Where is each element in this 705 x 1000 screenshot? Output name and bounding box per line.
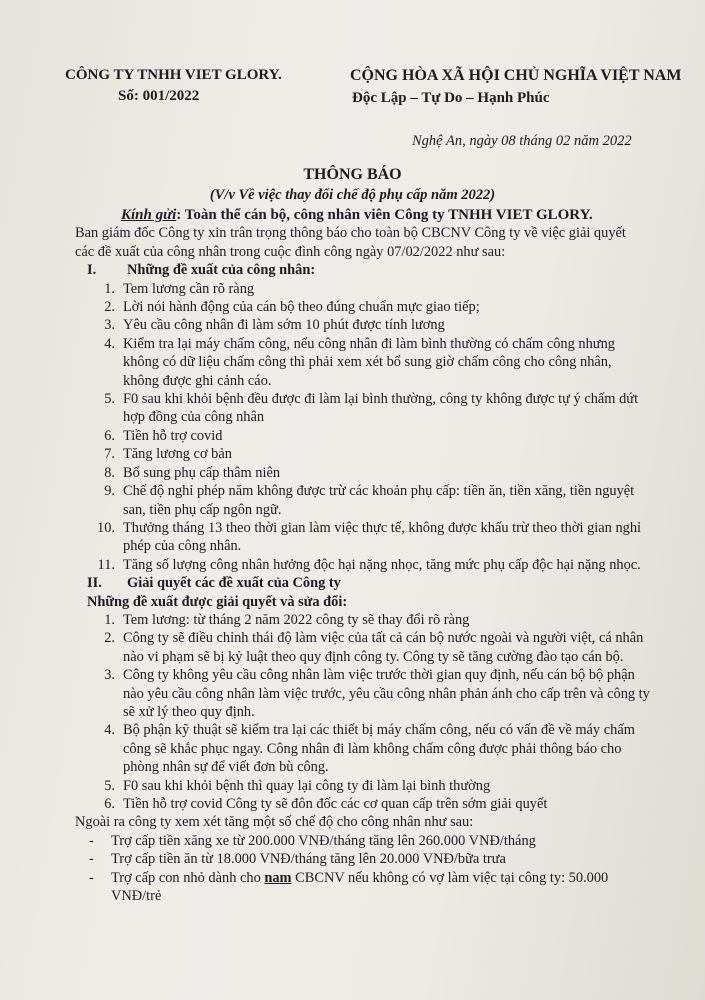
benefit-text — [111, 869, 608, 887]
item-text: Bổ sung phụ cấp thâm niên — [123, 464, 281, 481]
list-item-continuation — [83, 372, 683, 390]
list-item-continuation — [83, 685, 683, 703]
item-text: Tăng số lượng công nhân hưởng độc hại nặng nhọc, tăng mức phụ cấp độc hại nặng nhọc. — [123, 556, 641, 573]
item-number: 8. — [104, 464, 115, 481]
item-number: 6. — [104, 796, 115, 812]
list-item-continuation — [83, 408, 683, 426]
item-text: không được ghi cảnh cáo. — [123, 372, 272, 389]
dash-marker: - — [89, 851, 94, 868]
dash-spacer — [89, 887, 111, 905]
item-number — [83, 501, 123, 519]
item-number — [83, 703, 123, 721]
national-title: CỘNG HÒA XÃ HỘI CHỦ NGHĨA VIỆT NAM — [350, 67, 682, 84]
benefit-text-part: CBCNV nếu không có vợ làm việc tại công ty: 50.000 — [291, 869, 609, 886]
section-1-heading — [83, 261, 683, 279]
list-item — [83, 721, 683, 739]
item-text: Tiền hỗ trợ covid — [123, 427, 223, 444]
list-item — [83, 464, 683, 482]
item-number: 5. — [104, 391, 115, 408]
item-number: 6. — [104, 427, 115, 444]
item-number: 2. — [104, 630, 115, 647]
section-2-title: Giải quyết các đề xuất của Công ty — [127, 575, 341, 592]
list-item — [83, 611, 683, 629]
intro-line-2: các đề xuất của công nhân trong cuộc đình công ngày 07/02/2022 như sau: — [75, 243, 506, 260]
list-item — [83, 795, 683, 813]
item-number — [83, 758, 123, 776]
list-item-continuation — [83, 353, 683, 371]
list-item — [83, 482, 683, 500]
list-item — [83, 390, 683, 408]
section-2-list — [83, 611, 683, 813]
item-number: 4. — [104, 722, 115, 739]
item-text: F0 sau khi khỏi bệnh đều được đi làm lại bình thường, công ty không được tự ý chấm dứt — [123, 391, 639, 408]
item-text: Tem lương cần rõ ràng — [123, 280, 255, 297]
item-number: 1. — [104, 611, 115, 628]
dash-marker: - — [89, 869, 94, 886]
item-text: không có dữ liệu chấm công thì phải xem xét bổ sung giờ chấm công cho công nhân, — [123, 354, 612, 371]
list-item-continuation — [83, 501, 683, 519]
greeting — [83, 206, 683, 224]
item-text: phép của công nhân. — [123, 538, 242, 555]
item-text: Công ty sẽ điều chỉnh thái độ làm việc của tất cả cán bộ nước ngoài và người việt, cá nhân — [123, 630, 644, 647]
benefit-text-part: Trợ cấp con nhỏ dành cho — [111, 869, 265, 886]
item-number: 5. — [104, 777, 115, 794]
item-number — [83, 685, 123, 703]
item-text: Lời nói hành động của cán bộ theo đúng chuẩn mực giao tiếp; — [123, 299, 480, 316]
item-number: 4. — [104, 335, 115, 352]
item-text: Công ty không yêu cầu công nhân làm việc trước thời gian quy định, nếu cán bộ bộ phận — [123, 667, 635, 684]
intro-line-1: Ban giám đốc Công ty xin trân trọng thông báo cho toàn bộ CBCNV Công ty về việc giải quyết — [75, 225, 626, 242]
item-text: Tiền hỗ trợ covid Công ty sẽ đôn đốc các cơ quan cấp trên sớm giải quyết — [123, 796, 548, 812]
item-text: Tăng lương cơ bản — [123, 446, 232, 463]
item-number: 2. — [104, 299, 115, 316]
item-number: 7. — [104, 446, 115, 463]
item-text: Thưởng tháng 13 theo thời gian làm việc thực tế, không được khấu trừ theo thời gian nghỉ — [123, 519, 642, 536]
benefit-list — [83, 832, 683, 906]
item-number: 1. — [104, 280, 115, 297]
dateline: Nghệ An, ngày 08 tháng 02 năm 2022 — [412, 133, 632, 149]
section-1-list — [83, 280, 683, 575]
item-text: Tem lương: từ tháng 2 năm 2022 công ty sẽ thay đổi rõ ràng — [123, 611, 470, 628]
list-item-continuation — [83, 703, 683, 721]
benefit-text: Trợ cấp tiền xăng xe từ 200.000 VNĐ/tháng tăng lên 260.000 VNĐ/tháng — [111, 832, 536, 849]
item-text: công sẽ khắc phục ngay. Công nhân đi làm không chấm công được phải thông báo cho — [123, 740, 622, 757]
greeting-label: Kính gửi — [121, 207, 177, 223]
benefit-text: VNĐ/trẻ — [111, 888, 162, 905]
item-number — [83, 740, 123, 758]
list-item — [83, 427, 683, 445]
item-text: nào yêu cầu công nhân làm việc trước, yêu cầu công nhân phản ánh cho cấp trên và công ty — [123, 685, 650, 702]
item-number: 10. — [97, 519, 115, 536]
item-text: Yêu cầu công nhân đi làm sớm 10 phút được tính lương — [123, 317, 445, 334]
item-text: nào vi phạm sẽ bị kỷ luật theo quy định công ty. Công ty sẽ tăng cường đào tạo cán bộ. — [123, 648, 624, 665]
item-text: F0 sau khi khỏi bệnh thì quay lại công ty đi làm lại bình thường — [123, 777, 491, 794]
list-item-continuation — [83, 537, 683, 555]
benefit-text: Trợ cấp tiền ăn từ 18.000 VNĐ/tháng tăng lên 20.000 VNĐ/bữa trưa — [111, 851, 506, 868]
benefit-item-continuation — [83, 887, 683, 905]
item-text: Bộ phận kỹ thuật sẽ kiểm tra lại các thiết bị máy chấm công, nếu có vấn đề về máy chấm — [123, 722, 635, 739]
benefit-item — [83, 850, 683, 868]
item-text: sẽ xử lý theo quy định. — [123, 703, 255, 720]
document-body — [75, 206, 683, 905]
item-number — [83, 537, 123, 555]
item-number: 3. — [104, 667, 115, 684]
section-2-numeral: II. — [87, 575, 102, 592]
list-item — [83, 519, 683, 537]
list-item — [83, 335, 683, 353]
list-item-continuation — [83, 758, 683, 776]
item-number: 11. — [97, 556, 115, 573]
item-text: san, tiền phụ cấp ngôn ngữ. — [123, 501, 282, 518]
list-item — [83, 445, 683, 463]
section-1-numeral: I. — [87, 262, 97, 279]
item-number — [83, 353, 123, 371]
greeting-text: : Toàn thể cán bộ, công nhân viên Công ty TNHH VIET GLORY. — [176, 207, 593, 223]
item-number: 3. — [104, 317, 115, 334]
list-item — [83, 666, 683, 684]
list-item-continuation — [83, 648, 683, 666]
company-name: CÔNG TY TNHH VIET GLORY. — [65, 67, 282, 83]
list-item — [83, 316, 683, 334]
item-text: hợp đồng của công nhân — [123, 409, 265, 426]
list-item-continuation — [83, 740, 683, 758]
benefit-item — [83, 832, 683, 850]
document-subtitle: (V/v Về việc thay đổi chế độ phụ cấp năm 2022) — [209, 187, 496, 203]
item-text: Kiểm tra lại máy chấm công, nếu công nhân đi làm bình thường có chấm công nhưng — [123, 335, 615, 352]
section-2-subtitle: Những đề xuất được giải quyết và sửa đổi: — [87, 593, 348, 610]
list-item — [83, 777, 683, 795]
list-item — [83, 280, 683, 298]
item-number — [83, 648, 123, 666]
item-text: Chế độ nghỉ phép năm không được trừ các khoản phụ cấp: tiền ăn, tiền xăng, tiền nguyệt — [123, 483, 635, 500]
section-2-heading — [83, 574, 683, 592]
item-number — [83, 372, 123, 390]
section-1-title: Những đề xuất của công nhân: — [127, 262, 316, 279]
list-item — [83, 556, 683, 574]
list-item — [83, 298, 683, 316]
national-motto: Độc Lập – Tự Do – Hạnh Phúc — [352, 90, 550, 106]
document-number: Số: 001/2022 — [118, 88, 200, 104]
document-title: THÔNG BÁO — [303, 166, 402, 183]
benefit-emphasis: nam — [264, 869, 292, 886]
dash-marker: - — [89, 832, 94, 849]
item-text: phòng nhân sự để viết đơn bù công. — [123, 759, 329, 776]
item-number — [83, 408, 123, 426]
benefit-item — [83, 869, 683, 887]
closing-line: Ngoài ra công ty xem xét tăng một số chế độ cho công nhân như sau: — [75, 814, 474, 831]
item-number: 9. — [104, 483, 115, 500]
list-item — [83, 629, 683, 647]
